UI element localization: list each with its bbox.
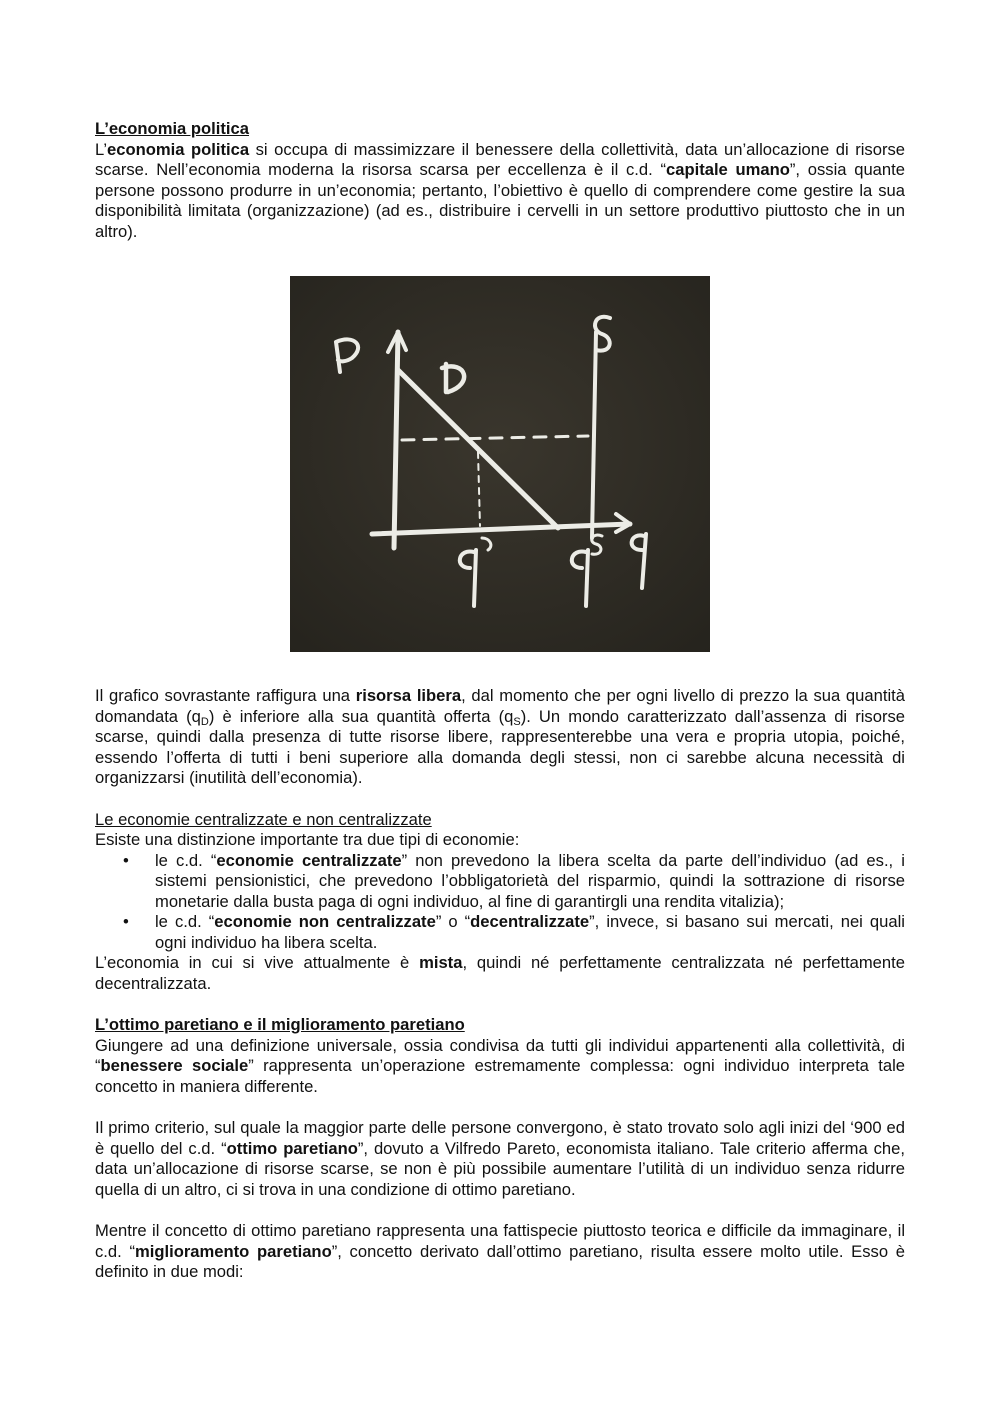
list-item-text <box>155 851 905 911</box>
text-run: ” non prevedono la libera scelta da parte dell’individuo (ad es., i sistemi pensionistici, che prevedono l’obbligatorietà del risparmio, quindi la sottrazione di risorse monetarie dalla busta paga di ogni individuo, al fine di garantirgli una rendita vitalizia); <box>155 850 905 911</box>
list-item-text <box>155 912 905 952</box>
list-item <box>123 850 905 913</box>
text-run: ) è inferiore alla sua quantità offerta (q <box>208 706 514 726</box>
text-run: ”, concetto derivato dall’ottimo paretiano, risulta essere molto utile. Esso è definito in due modi: <box>95 1241 906 1281</box>
bold-text: risorsa libera <box>355 686 462 705</box>
bold-text: miglioramento paretiano <box>134 1241 332 1261</box>
spacer <box>95 789 905 810</box>
text-run: , quindi né perfettamente centralizzata né perfettamente decentralizzata. <box>95 953 905 993</box>
section-title-economia-politica: L’economia politica <box>95 119 249 138</box>
paragraph-economia-politica <box>95 140 905 243</box>
spacer <box>95 1097 905 1118</box>
bold-text: capitale umano <box>665 160 790 179</box>
paragraph-risorsa-libera <box>95 686 905 789</box>
text-run: le c.d. “ <box>155 912 215 931</box>
text-run: si occupa di massimizzare il benessere della collettività, data un’allocazione di risorse scarse. Nell’economia moderna la risorsa scarsa per eccellenza è il c.d. “ <box>95 139 905 179</box>
economie-list <box>95 851 905 954</box>
chalkboard-background <box>290 276 710 652</box>
bold-text: economie non centralizzate <box>214 912 436 931</box>
bold-text: ottimo paretiano <box>226 1138 358 1158</box>
bold-text: benessere sociale <box>100 1056 249 1075</box>
text-run: Giungere ad una definizione universale, ossia condivisa da tutti gli individui appartenenti alla collettività, di “ <box>95 1035 905 1075</box>
text-run: ” o “ <box>435 912 471 931</box>
spacer <box>95 994 905 1015</box>
paragraph-ottimo-paretiano <box>95 1118 905 1200</box>
bold-text: economia politica <box>107 139 250 159</box>
text-run: ”, ossia quante persone possono produrre in un’economia; pertanto, l’obiettivo è quello di comprendere come gestire la sua disponibilità limitata (organizzazione) (ad es., distribuire i cervelli in un settore produttivo piuttosto che in un altro). <box>95 160 905 241</box>
text-run: L’ <box>95 139 107 159</box>
bold-text: decentralizzate <box>470 912 590 931</box>
bold-text: mista <box>419 953 463 972</box>
paragraph-miglioramento-paretiano <box>95 1221 905 1283</box>
bullet-icon: • <box>123 912 129 931</box>
text-run: , dal momento che per ogni livello di prezzo la sua quantità domandata (q <box>95 686 905 726</box>
text-run: Il grafico sovrastante raffigura una <box>95 686 356 705</box>
text-run: Mentre il concetto di ottimo paretiano rappresenta una fattispecie piuttosto teorica e difficile da immaginare, il c.d. “ <box>95 1221 905 1261</box>
subscript-text: D <box>200 715 209 728</box>
list-item <box>123 912 905 953</box>
paragraph-benessere-sociale <box>95 1036 905 1098</box>
bullet-icon: • <box>123 850 129 870</box>
text-run: ”, invece, si basano sui mercati, nei quali ogni individuo ha libera scelta. <box>155 912 905 952</box>
text-run: Il primo criterio, sul quale la maggior parte delle persone convergono, è stato trovato solo agli inizi del ‘900 ed è quello del c.d. “ <box>95 1118 905 1158</box>
section-title-ottimo-paretiano: L’ottimo paretiano e il miglioramento paretiano <box>95 1015 465 1034</box>
paragraph-economia-mista <box>95 953 905 994</box>
text-run: ”, dovuto a Vilfredo Pareto, economista italiano. Tale criterio afferma che, data un’allocazione di risorse scarse, se non è più possibile aumentare l’utilità di un individuo senza ridurre quella di un altro, ci si trova in una condizione di ottimo paretiano. <box>95 1138 905 1199</box>
text-run: ). Un mondo caratterizzato dall’assenza di risorse scarse, quindi dalla presenza di tutte risorse libere, rappresenterebbe una vera e propria utopia, poiché, essendo l’offerta di tutti i beni superiore alla domanda degli stessi, non ci sarebbe alcuna necessità di organizzarsi (inutilità dell’economia). <box>95 706 905 787</box>
supply-demand-chalk-graph <box>290 276 710 652</box>
paragraph-distinzione-intro: Esiste una distinzione importante tra due tipi di economie: <box>95 830 520 849</box>
text-run: ” rappresenta un’operazione estremamente complessa: ogni individuo interpreta tale concetto in maniera differente. <box>95 1056 906 1096</box>
bold-text: economie centralizzate <box>216 850 402 870</box>
text-run: L’economia in cui si vive attualmente è <box>95 953 420 972</box>
document-page <box>95 119 905 1283</box>
subscript-text: S <box>513 715 521 728</box>
text-run: le c.d. “ <box>155 850 217 870</box>
section-title-economie-centralizzate: Le economie centralizzate e non centralizzate <box>95 809 432 829</box>
spacer <box>95 1200 905 1221</box>
chalkboard-graph-figure <box>290 276 710 652</box>
